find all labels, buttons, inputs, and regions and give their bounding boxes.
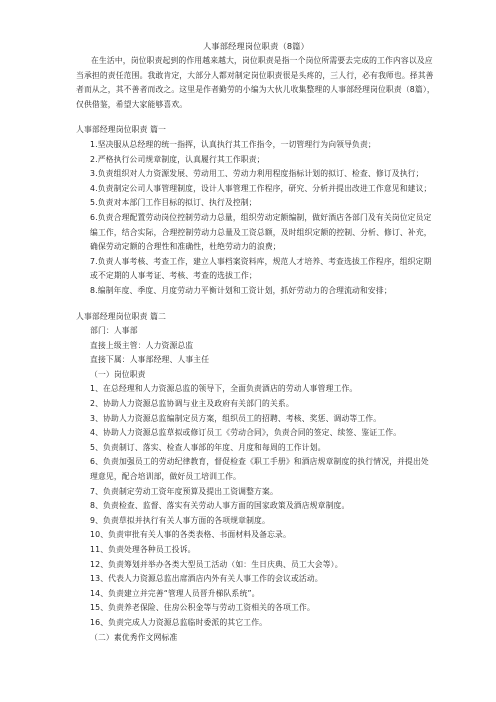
section2-item: 13、代表人力资源总监出席酒店内外有关人事工作的会议或活动。: [90, 574, 323, 584]
section2-item: 10、负责审批有关人事的各类表格、书面材料及备忘录。: [90, 530, 291, 540]
section2-subordinates: 直接下属：人事部经理、人事主任: [90, 355, 210, 365]
section2-superior: 直接上级主管：人力资源总监: [90, 340, 194, 350]
section2-item: 4、协助人力资源总监草拟或修订员工《劳动合同》，负责合同的签定、续签、鉴证工作。: [90, 428, 402, 438]
section2-item: 3、协助人力资源总监编制定员方案，组织员工的招聘、考核、奖惩、调动等工作。: [90, 413, 382, 423]
spacer: [76, 112, 436, 123]
section2-item: 8、负责检查、监督、落实有关劳动人事方面的国家政策及酒店规章制度。: [90, 501, 350, 511]
document-title: 人事部经理岗位职责（8篇）: [202, 41, 310, 51]
section1-item: 3.负责组织对人力资源发展、劳动用工、劳动力利用程度指标计划的拟订、检查、修订及执行；: [90, 169, 424, 179]
section2-item: 5、负责制订、落实、检查人事部的年度、月度和每周的工作计划。: [90, 442, 326, 452]
section1-item: 6.负责合理配置劳动岗位控制劳动力总量，组织劳动定额编制，做好酒店各部门及有关岗位定员定编工作，结合实际，合理控制劳动力总量及工资总额，及时组织定额的控制、分析、修订、补充，确保劳动定额的合理性和准确性，杜绝劳动力的浪费；: [90, 212, 432, 252]
section1-list: [76, 138, 436, 299]
section1-heading: 人事部经理岗位职责 篇一: [76, 125, 167, 135]
section2-item: 11、负责处理各种员工投诉。: [90, 545, 196, 554]
section2-list: [76, 382, 436, 630]
section2-subheading: （二）素优秀作文网标准: [90, 632, 178, 642]
section2-item: 16、负责完成人力资源总监临时委派的其它工作。: [90, 617, 268, 627]
section2-item: 7、负责制定劳动工资年度预算及提出工资调整方案。: [90, 486, 278, 496]
section2-heading: 人事部经理岗位职责 篇二: [76, 311, 167, 321]
section2-item: 1、在总经理和人力资源总监的领导下，全面负责酒店的劳动人事管理工作。: [90, 384, 358, 394]
section2-item: 12、负责筹划并举办各类大型员工活动（如：生日庆典、员工大会等）。: [90, 559, 343, 569]
section1-item: 1.坚决服从总经理的统一指挥，认真执行其工作指令，一切管理行为向领导负责；: [90, 139, 376, 149]
section1-item: 8.编制年度、季度、月度劳动力平衡计划和工资计划，抓好劳动力的合理流动和安排；: [90, 285, 392, 295]
section1-item: 7.负责人事考核、考查工作，建立人事档案资料库，规范人才培养、考查选拔工作程序，组织定期或不定期的人事考证、考核、考查的选拔工作；: [90, 256, 432, 281]
section2-subheading: （一）岗位职责: [90, 369, 146, 379]
section2-item: 6、负责加强员工的劳动纪律教育，督促检查《职工手册》和酒店规章制度的执行情况，并提出处理意见，配合培训部，做好员工培训工作。: [90, 457, 429, 482]
section2-item: 14、负责建立并完善“管理人员晋升梯队系统”。: [90, 588, 260, 598]
intro-paragraph: 在生活中，岗位职责起到的作用越来越大，岗位职责是指一个岗位所需要去完成的工作内容以及应当承担的责任范围。我敢肯定，大部分人都对制定岗位职责很是头疼的，三人行，必有我师也。择其善者而从之，其不善者而改之。这里是作者勤劳的小编为大伙儿收集整理的人事部经理岗位职责（8篇），仅供借鉴，希望大家能够喜欢。: [76, 56, 435, 109]
section1-item: 5.负责对本部门工作目标的拟订、执行及控制；: [90, 198, 257, 208]
section2-item: 15、负责养老保险、住房公积金等与劳动工资相关的各项工作。: [90, 603, 315, 613]
spacer: [76, 299, 436, 310]
section2-item: 2、协助人力资源总监协调与业主及政府有关部门的关系。: [90, 399, 294, 409]
section2-dept: 部门：人事部: [90, 326, 138, 336]
section2-item: 9、负责草拟并执行有关人事方面的各项规章制度。: [90, 515, 270, 525]
section1-item: 2.严格执行公司规章制度，认真履行其工作职责；: [90, 154, 265, 164]
section1-item: 4.负责制定公司人事管理制度，设计人事管理工作程序，研究、分析并提出改进工作意见和建议；: [90, 183, 432, 193]
